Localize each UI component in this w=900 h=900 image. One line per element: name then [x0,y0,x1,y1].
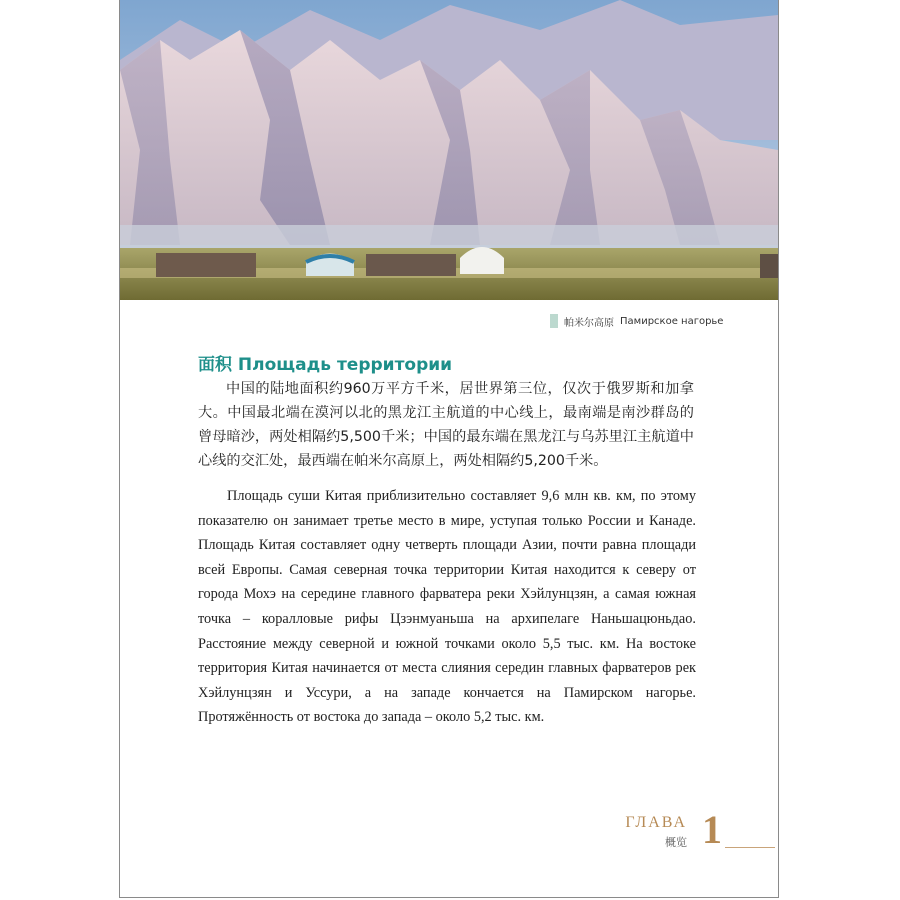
paragraph-ru: Площадь суши Китая приблизительно составляет 9,6 млн кв. км, по этому показателю он занимает третье место в мире, уступая только России и Канаде. Площадь Китая составляет одну четверть площади Азии, почти равна площади всей Европы. Самая северная точка территории Китая находится к северу от города Мохэ на середине главного фарватера реки Хэйлунцзян, а самая южная точка – коралловые рифы Цзэнмуаньша на архипелаге Наньшацюньдао. Расстояние между северной и южной точками около 5,5 тыс. км. На востоке территория Китая начинается от места слияния середин главных фарватеров рек Хэйлунцзян и Уссури, а на западе кончается на Памирском нагорье. Протяжённость от востока до запада – около 5,2 тыс. км. [198,488,696,726]
caption-marker [550,314,558,328]
heading-zh: 面积 [198,355,232,375]
chapter-subtitle: 概览 [665,836,687,849]
heading-ru: Площадь территории [237,355,453,375]
photo-caption [550,313,766,329]
chapter-number: 1 [702,807,722,852]
chapter-label: ГЛАВА [625,814,687,831]
paragraph-zh: 中国的陆地面积约960万平方千米，居世界第三位，仅次于俄罗斯和加拿大。中国最北端在漠河以北的黑龙江主航道的中心线上，最南端是南沙群岛的曾母暗沙，两处相隔约5,500千米；中国的最东端在黑龙江与乌苏里江主航道中心线的交汇处，最西端在帕米尔高原上，两处相隔约5,200千米。 [198,381,694,469]
book-page [119,0,779,898]
caption-zh: 帕米尔高原 [564,317,614,329]
landscape-photo [120,0,778,300]
chapter-marker [610,807,775,852]
chapter-rule [725,847,775,848]
section-heading [198,350,452,375]
mountain-illustration [120,0,778,300]
caption-ru: Памирское нагорье [620,315,724,327]
